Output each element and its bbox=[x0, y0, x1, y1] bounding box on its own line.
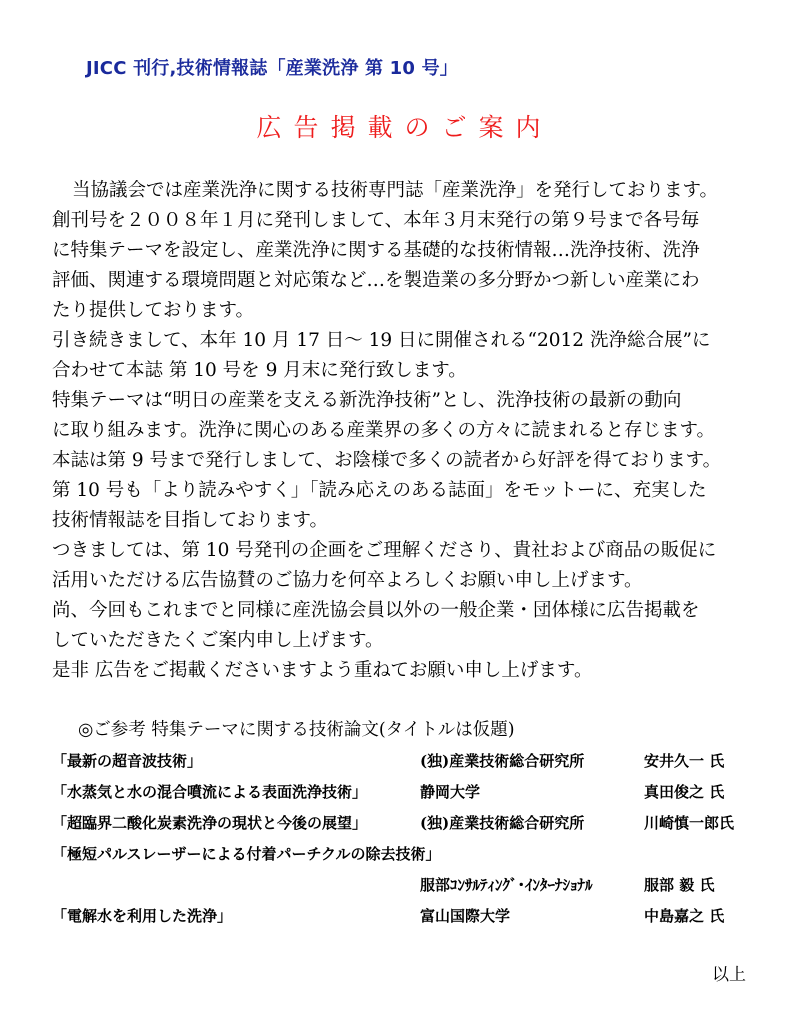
document-header: JICC 刊行,技術情報誌「産業洗浄 第 10 号」 bbox=[86, 58, 458, 79]
closing-mark: 以上 bbox=[712, 965, 746, 985]
reference-heading: ◎ご参考 特集テーマに関する技術論文(タイトルは仮題) bbox=[78, 720, 515, 740]
paper-author: 中島嘉之 氏 bbox=[644, 907, 725, 925]
body-line: 評価、関連する環境問題と対応策など…を製造業の多分野かつ新しい産業にわ bbox=[52, 270, 700, 291]
body-line: 是非 広告をご掲載くださいますよう重ねてお願い申し上げます。 bbox=[52, 660, 593, 681]
paper-row bbox=[52, 874, 772, 905]
body-line: 創刊号を２００８年１月に発刊しまして、本年３月末発行の第９号まで各号毎 bbox=[52, 210, 700, 231]
paper-organization: 服部ｺﾝｻﾙﾃｨﾝｸﾞ･ｲﾝﾀｰﾅｼｮﾅﾙ bbox=[420, 876, 593, 894]
paper-row bbox=[52, 781, 772, 812]
body-line: に特集テーマを設定し、産業洗浄に関する基礎的な技術情報…洗浄技術、洗浄 bbox=[52, 240, 700, 261]
paper-author: 服部 毅 氏 bbox=[644, 876, 715, 894]
body-line: していただきたくご案内申し上げます。 bbox=[52, 630, 384, 651]
body-line: に取り組みます。洗浄に関心のある産業界の多くの方々に読まれると存じます。 bbox=[52, 420, 716, 441]
paper-organization: 富山国際大学 bbox=[420, 907, 511, 925]
paper-organization: 静岡大学 bbox=[420, 783, 481, 801]
body-text bbox=[52, 176, 772, 686]
paper-organization: (独)産業技術総合研究所 bbox=[420, 814, 585, 832]
body-line: つきましては、第 10 号発刊の企画をご理解くださり、貴社および商品の販促に bbox=[52, 540, 717, 561]
paper-row bbox=[52, 750, 772, 781]
body-line: 尚、今回もこれまでと同様に産洗協会員以外の一般企業・団体様に広告掲載を bbox=[52, 600, 700, 621]
paper-row bbox=[52, 843, 772, 874]
paper-author: 安井久一 氏 bbox=[644, 752, 725, 770]
body-line: 本誌は第 9 号まで発行しまして、お陰様で多くの読者から好評を得ております。 bbox=[52, 450, 722, 471]
paper-title: 「極短パルスレーザーによる付着パーチクルの除去技術」 bbox=[52, 845, 441, 863]
body-line: 合わせて本誌 第 10 号を 9 月末に発行致します。 bbox=[52, 360, 467, 381]
body-line: 活用いただける広告協賛のご協力を何卒よろしくお願い申し上げます。 bbox=[52, 570, 643, 591]
paper-title: 「最新の超音波技術」 bbox=[52, 752, 203, 770]
paper-author: 真田俊之 氏 bbox=[644, 783, 725, 801]
body-line: 特集テーマは“明日の産業を支える新洗浄技術”とし、洗浄技術の最新の動向 bbox=[52, 390, 682, 411]
body-line: 第 10 号も「より読みやすく」「読み応えのある誌面」をモットーに、充実した bbox=[52, 480, 707, 501]
paper-organization: (独)産業技術総合研究所 bbox=[420, 752, 585, 770]
body-line: 当協議会では産業洗浄に関する技術専門誌「産業洗浄」を発行しております。 bbox=[72, 180, 719, 201]
paper-row bbox=[52, 905, 772, 936]
document-title: 広告掲載のご案内 bbox=[256, 113, 553, 142]
body-line: 技術情報誌を目指しております。 bbox=[52, 510, 329, 531]
paper-author: 川崎慎一郎氏 bbox=[644, 814, 735, 832]
body-line: 引き続きまして、本年 10 月 17 日～ 19 日に開催される“2012 洗浄総合展”に bbox=[52, 330, 711, 351]
paper-row bbox=[52, 812, 772, 843]
paper-title: 「電解水を利用した洗浄」 bbox=[52, 907, 233, 925]
paper-title: 「水蒸気と水の混合噴流による表面洗浄技術」 bbox=[52, 783, 368, 801]
paper-title: 「超臨界二酸化炭素洗浄の現状と今後の展望」 bbox=[52, 814, 368, 832]
paper-list bbox=[52, 750, 772, 936]
body-line: たり提供しております。 bbox=[52, 300, 255, 321]
